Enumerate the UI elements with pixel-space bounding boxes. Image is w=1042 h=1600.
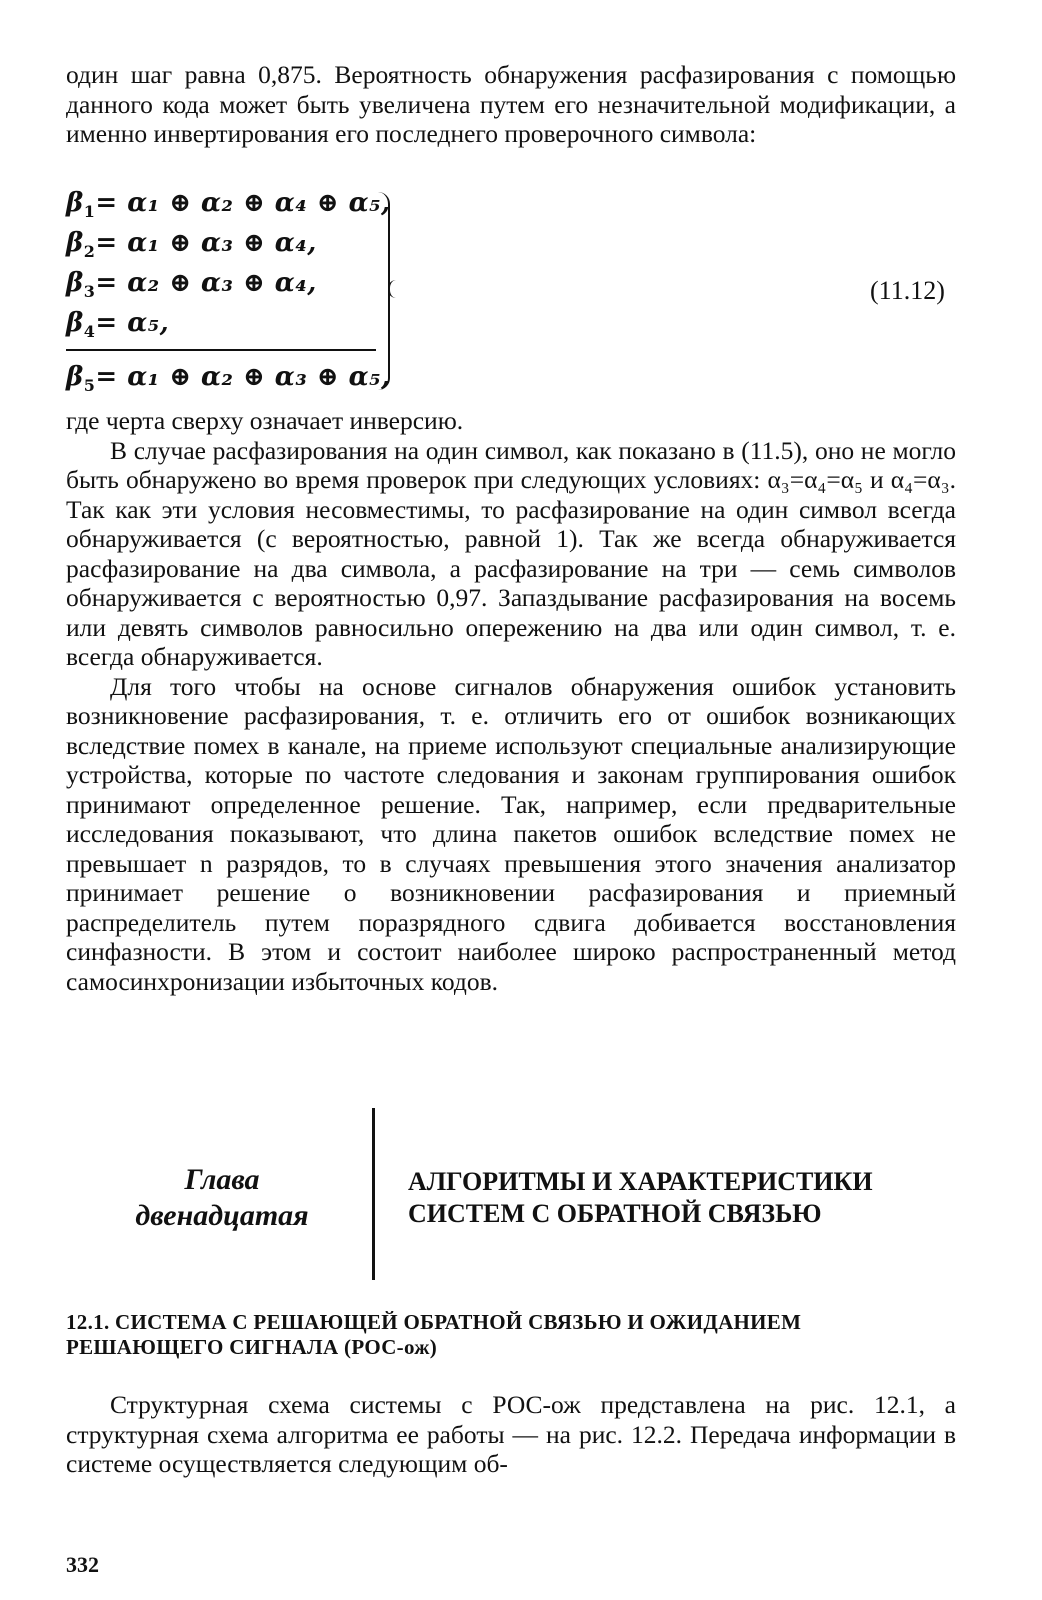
right-brace-tip — [388, 280, 398, 298]
equation-line-4: $\beta_4= \alpha_5$, — [66, 308, 170, 342]
equation-line-5: $\beta_5= \alpha_1$ ⊕ α₂ ⊕ α₃ ⊕ α₅, — [66, 362, 391, 396]
intro-paragraph: один шаг равна 0,875. Вероятность обнаружения расфазирования с помощью данного кода может быть увеличена путем его незначительной модификации, а именно инвертирования его последнего проверочного символа: — [66, 60, 956, 148]
section-paragraph: Структурная схема системы с РОС-ож представлена на рис. 12.1, а структурная схема алгоритма ее работы — на рис. 12.2. Передача информации в системе осуществляется следующим об- — [66, 1390, 956, 1478]
equation-line-3: $\beta_3= \alpha_2$ ⊕ α₃ ⊕ α₄, — [66, 268, 317, 302]
intro-text — [66, 60, 956, 149]
body-text — [66, 406, 956, 996]
chapter-divider — [372, 1108, 375, 1280]
equation-number: (11.12) — [870, 276, 945, 305]
section-title: 12.1. СИСТЕМА С РЕШАЮЩЕЙ ОБРАТНОЙ СВЯЗЬЮ И ОЖИДАНИЕМ РЕШАЮЩЕГО СИГНАЛА (РОС-ож) — [66, 1310, 802, 1359]
equation-11-12 — [66, 188, 966, 400]
paragraph-analyzer: Для того чтобы на основе сигналов обнаружения ошибок установить возникновение расфазирования, т. е. отличить его от ошибок возникающих вследствие помех в канале, на приеме используют специальные анализирующие устройства, которые по частоте следования и законам группирования ошибок принимают определенное решение. Так, например, если предварительные исследования показывают, что длина пакетов ошибок вследствие помех не превышает n разрядов, то в случаях превышения этого значения анализатор принимает решение о возникновении расфазирования и приемный распределитель путем поразрядного сдвига добивается восстановления синфазности. В этом и состоит наиболее широко распространенный метод самосинхронизации избыточных кодов. — [66, 671, 956, 996]
equation-line-2: $\beta_2= \alpha_1$ ⊕ α₃ ⊕ α₄, — [66, 228, 317, 262]
section-text — [66, 1390, 956, 1479]
chapter-title-line1: АЛГОРИТМЫ И ХАРАКТЕРИСТИКИ — [408, 1167, 873, 1196]
page-number: 332 — [66, 1552, 99, 1577]
paragraph-detection: В случае расфазирования на один символ, как показано в (11.5), оно не могло быть обнаружено во время проверок при следующих условиях: α₃=α₄=α₅ и α₄=α₃. Так как эти условия несовместимы, то расфазирование на один символ всегда обнаруживается (с вероятностью, равной 1). Так же всегда обнаруживается расфазирование на два символа, а расфазирование на три — семь символов обнаруживается с вероятностью 0,97. Запаздывание расфазирования на восемь или девять символов равносильно опережению на два или один символ, т. е. всегда обнаруживается. — [66, 435, 956, 671]
paragraph-inversion: где черта сверху означает инверсию. — [66, 406, 464, 435]
inversion-overline — [66, 349, 376, 351]
chapter-title-line2: СИСТЕМ С ОБРАТНОЙ СВЯЗЬЮ — [408, 1199, 822, 1228]
chapter-label-line1: Глава — [184, 1163, 260, 1196]
equation-line-1: $\beta_1= \alpha_1$ ⊕ α₂ ⊕ α₄ ⊕ α₅, — [66, 188, 391, 222]
chapter-label-line2: двенадцатая — [135, 1199, 309, 1232]
